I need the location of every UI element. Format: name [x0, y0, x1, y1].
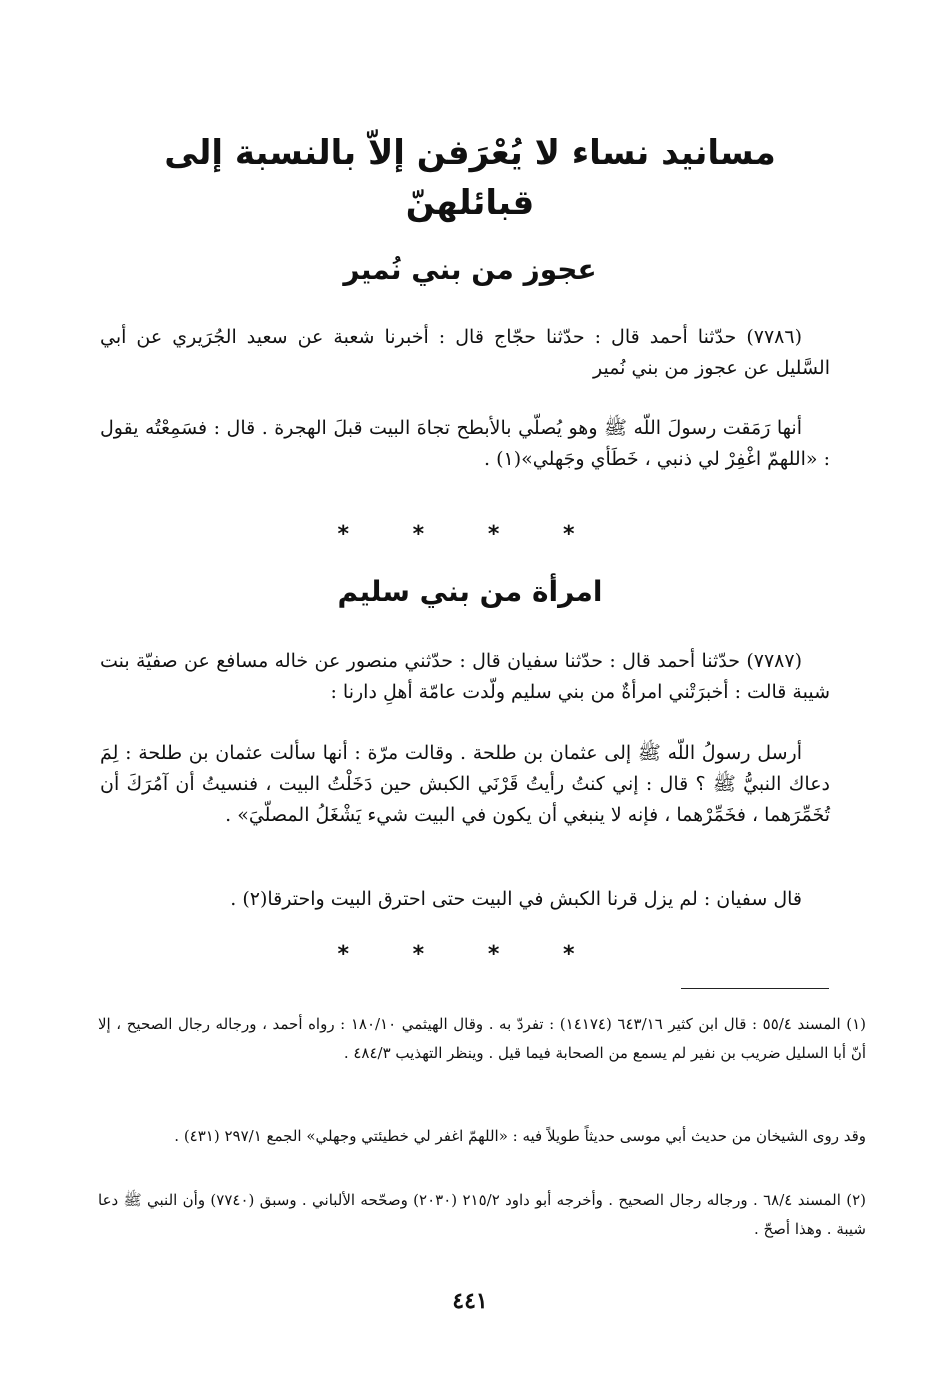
hadith-matn-7787: أرسل رسولُ اللّه ﷺ إلى عثمان بن طلحة . وقالت مرّة : أنها سألت عثمان بن طلحة : لِمَ دعاك النبيُّ ﷺ ؟ قال : إني كنتُ رأيتُ قَرْنَي الكبش حين دَخَلْتُ البيت ، فنسيتُ أن آمُرَكَ أن تُخَمِّرَهما ، فخَمِّرْهما ، فإنه لا ينبغي أن يكون في البيت شيء يَشْغَلُ المصلّيَ» .	[100, 742, 830, 826]
footnote-divider	[681, 988, 829, 989]
footnote-1-continued: وقد روى الشيخان من حديث أبي موسى حديثاً طويلاً فيه : «اللهمّ اغفر لي خطيئتي وجهلي» الجمع ٢٩٧/١ (٤٣١) .	[174, 1127, 866, 1145]
hadith-matn-7786: أنها رَمَقت رسولَ اللّه ﷺ وهو يُصلّي بالأبطح تجاهَ البيت قبلَ الهجرة . قال : فسَمِعْتُه يقول : «اللهمّ اغْفِرْ لي ذنبي ، خَطَأي وجَهلي»(١) .	[100, 417, 830, 470]
section-separator: * * * *	[337, 522, 603, 547]
section-separator: * * * *	[337, 942, 603, 967]
section-title-ajuz: عجوز من بني نُمير	[343, 253, 597, 286]
footnote-1: (١) المسند ٥٥/٤ : قال ابن كثير ٦٤٣/١٦ (١٤١٧٤) : تفردّ به . وقال الهيثمي ١٨٠/١٠ : رواه أحمد ، ورجاله رجال الصحيح ، إلا أنّ أبا السليل ضريب بن نفير لم يسمع من الصحابة فيما قيل . وينظر التهذيب ٤٨٤/٣ .	[98, 1015, 867, 1062]
page-number: ٤٤١	[452, 1288, 488, 1314]
hadith-isnad-7786: (٧٧٨٦) حدّثنا أحمد قال : حدّثنا حجّاج قال : أخبرنا شعبة عن سعيد الجُرَيري عن أبي السَّليل عن عجوز من بني نُمير	[100, 326, 830, 379]
page-title: مسانيد نساء لا يُعْرَفن إلاّ بالنسبة إلى قبائلهنّ	[164, 133, 776, 223]
sufyan-comment: قال سفيان : لم يزل قرنا الكبش في البيت حتى احترق البيت واحترقا(٢) .	[230, 888, 802, 910]
footnote-2: (٢) المسند ٦٨/٤ . ورجاله رجال الصحيح . وأخرجه أبو داود ٢١٥/٢ (٢٠٣٠) وصحّحه الألباني . وسبق (٧٧٤٠) وأن النبي ﷺ دعا شيبة . وهذا أصحّ .	[98, 1191, 866, 1238]
hadith-isnad-7787: (٧٧٨٧) حدّثنا أحمد قال : حدّثنا سفيان قال : حدّثني منصور عن خاله مسافع عن صفيّة بنت شيبة قالت : أخبرَتْني امرأةٌ من بني سليم ولّدت عامّة أهلِ دارنا :	[100, 650, 830, 703]
section-title-imraa: امرأة من بني سليم	[337, 575, 603, 608]
